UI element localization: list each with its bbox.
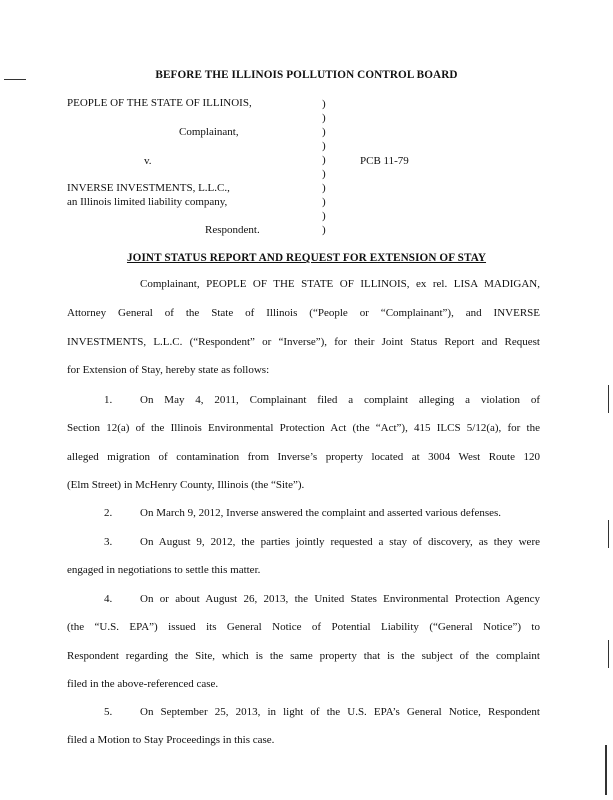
caption-paren: ) (322, 196, 326, 208)
caption-paren: ) (322, 154, 326, 166)
paragraph-line: (Elm Street) in McHenry County, Illinois (the “Site”). (67, 479, 305, 491)
paragraph-line: filed a Motion to Stay Proceedings in this case. (67, 734, 275, 746)
caption-paren: ) (322, 126, 326, 138)
paragraph-line: engaged in negotiations to settle this matter. (67, 564, 261, 576)
paragraph-line: On May 4, 2011, Complainant filed a complaint alleging a violation of (140, 394, 540, 406)
caption-paren: ) (322, 98, 326, 110)
paragraph-line: On or about August 26, 2013, the United States Environmental Protection Agency (140, 593, 540, 605)
caption-paren: ) (322, 140, 326, 152)
caption-paren: ) (322, 224, 326, 236)
caption-case-number: PCB 11-79 (360, 155, 409, 167)
paragraph-line: (the “U.S. EPA”) issued its General Notice of Potential Liability (“General Notice”) to (67, 621, 540, 633)
caption-complainant-label: Complainant, (179, 126, 239, 138)
scan-mark-right-3 (608, 640, 609, 668)
intro-line: for Extension of Stay, hereby state as follows: (67, 364, 270, 376)
paragraph-line: On September 25, 2013, in light of the U.S. EPA’s General Notice, Respondent (140, 706, 540, 718)
caption-paren: ) (322, 168, 326, 180)
paragraph-number: 1. (104, 394, 113, 406)
paragraph-number: 4. (104, 593, 113, 605)
paragraph-line: Section 12(a) of the Illinois Environmental Protection Act (the “Act”), 415 ILCS 5/12(a), for the (67, 422, 540, 434)
caption-paren: ) (322, 182, 326, 194)
paragraph-line: alleged migration of contamination from Inverse’s property located at 3004 West Route 120 (67, 451, 540, 463)
paragraph-line: Respondent regarding the Site, which is the same property that is the subject of the complaint (67, 650, 540, 662)
paragraph-line: On March 9, 2012, Inverse answered the complaint and asserted various defenses. (140, 507, 502, 519)
caption-versus: v. (144, 155, 152, 167)
caption-defendant-line2: an Illinois limited liability company, (67, 196, 228, 208)
document-title: JOINT STATUS REPORT AND REQUEST FOR EXTENSION OF STAY (126, 252, 487, 264)
caption-paren: ) (322, 210, 326, 222)
intro-line: Complainant, PEOPLE OF THE STATE OF ILLINOIS, ex rel. LISA MADIGAN, (140, 278, 540, 290)
board-heading: BEFORE THE ILLINOIS POLLUTION CONTROL BOARD (155, 69, 458, 81)
scan-mark-right-1 (608, 385, 609, 413)
paragraph-line: filed in the above-referenced case. (67, 678, 219, 690)
paragraph-number: 2. (104, 507, 113, 519)
intro-line: Attorney General of the State of Illinois (“People or “Complainant”), and INVERSE (67, 307, 540, 319)
scan-mark-right-4 (605, 745, 607, 795)
scan-mark-right-2 (608, 520, 609, 548)
caption-plaintiff: PEOPLE OF THE STATE OF ILLINOIS, (67, 97, 252, 109)
intro-line: INVESTMENTS, L.L.C. (“Respondent” or “Inverse”), for their Joint Status Report and Request (67, 336, 540, 348)
caption-paren: ) (322, 112, 326, 124)
caption-defendant-line1: INVERSE INVESTMENTS, L.L.C., (67, 182, 230, 194)
paragraph-line: On August 9, 2012, the parties jointly requested a stay of discovery, as they were (140, 536, 540, 548)
paragraph-number: 5. (104, 706, 113, 718)
caption-respondent-label: Respondent. (205, 224, 260, 236)
paragraph-number: 3. (104, 536, 113, 548)
